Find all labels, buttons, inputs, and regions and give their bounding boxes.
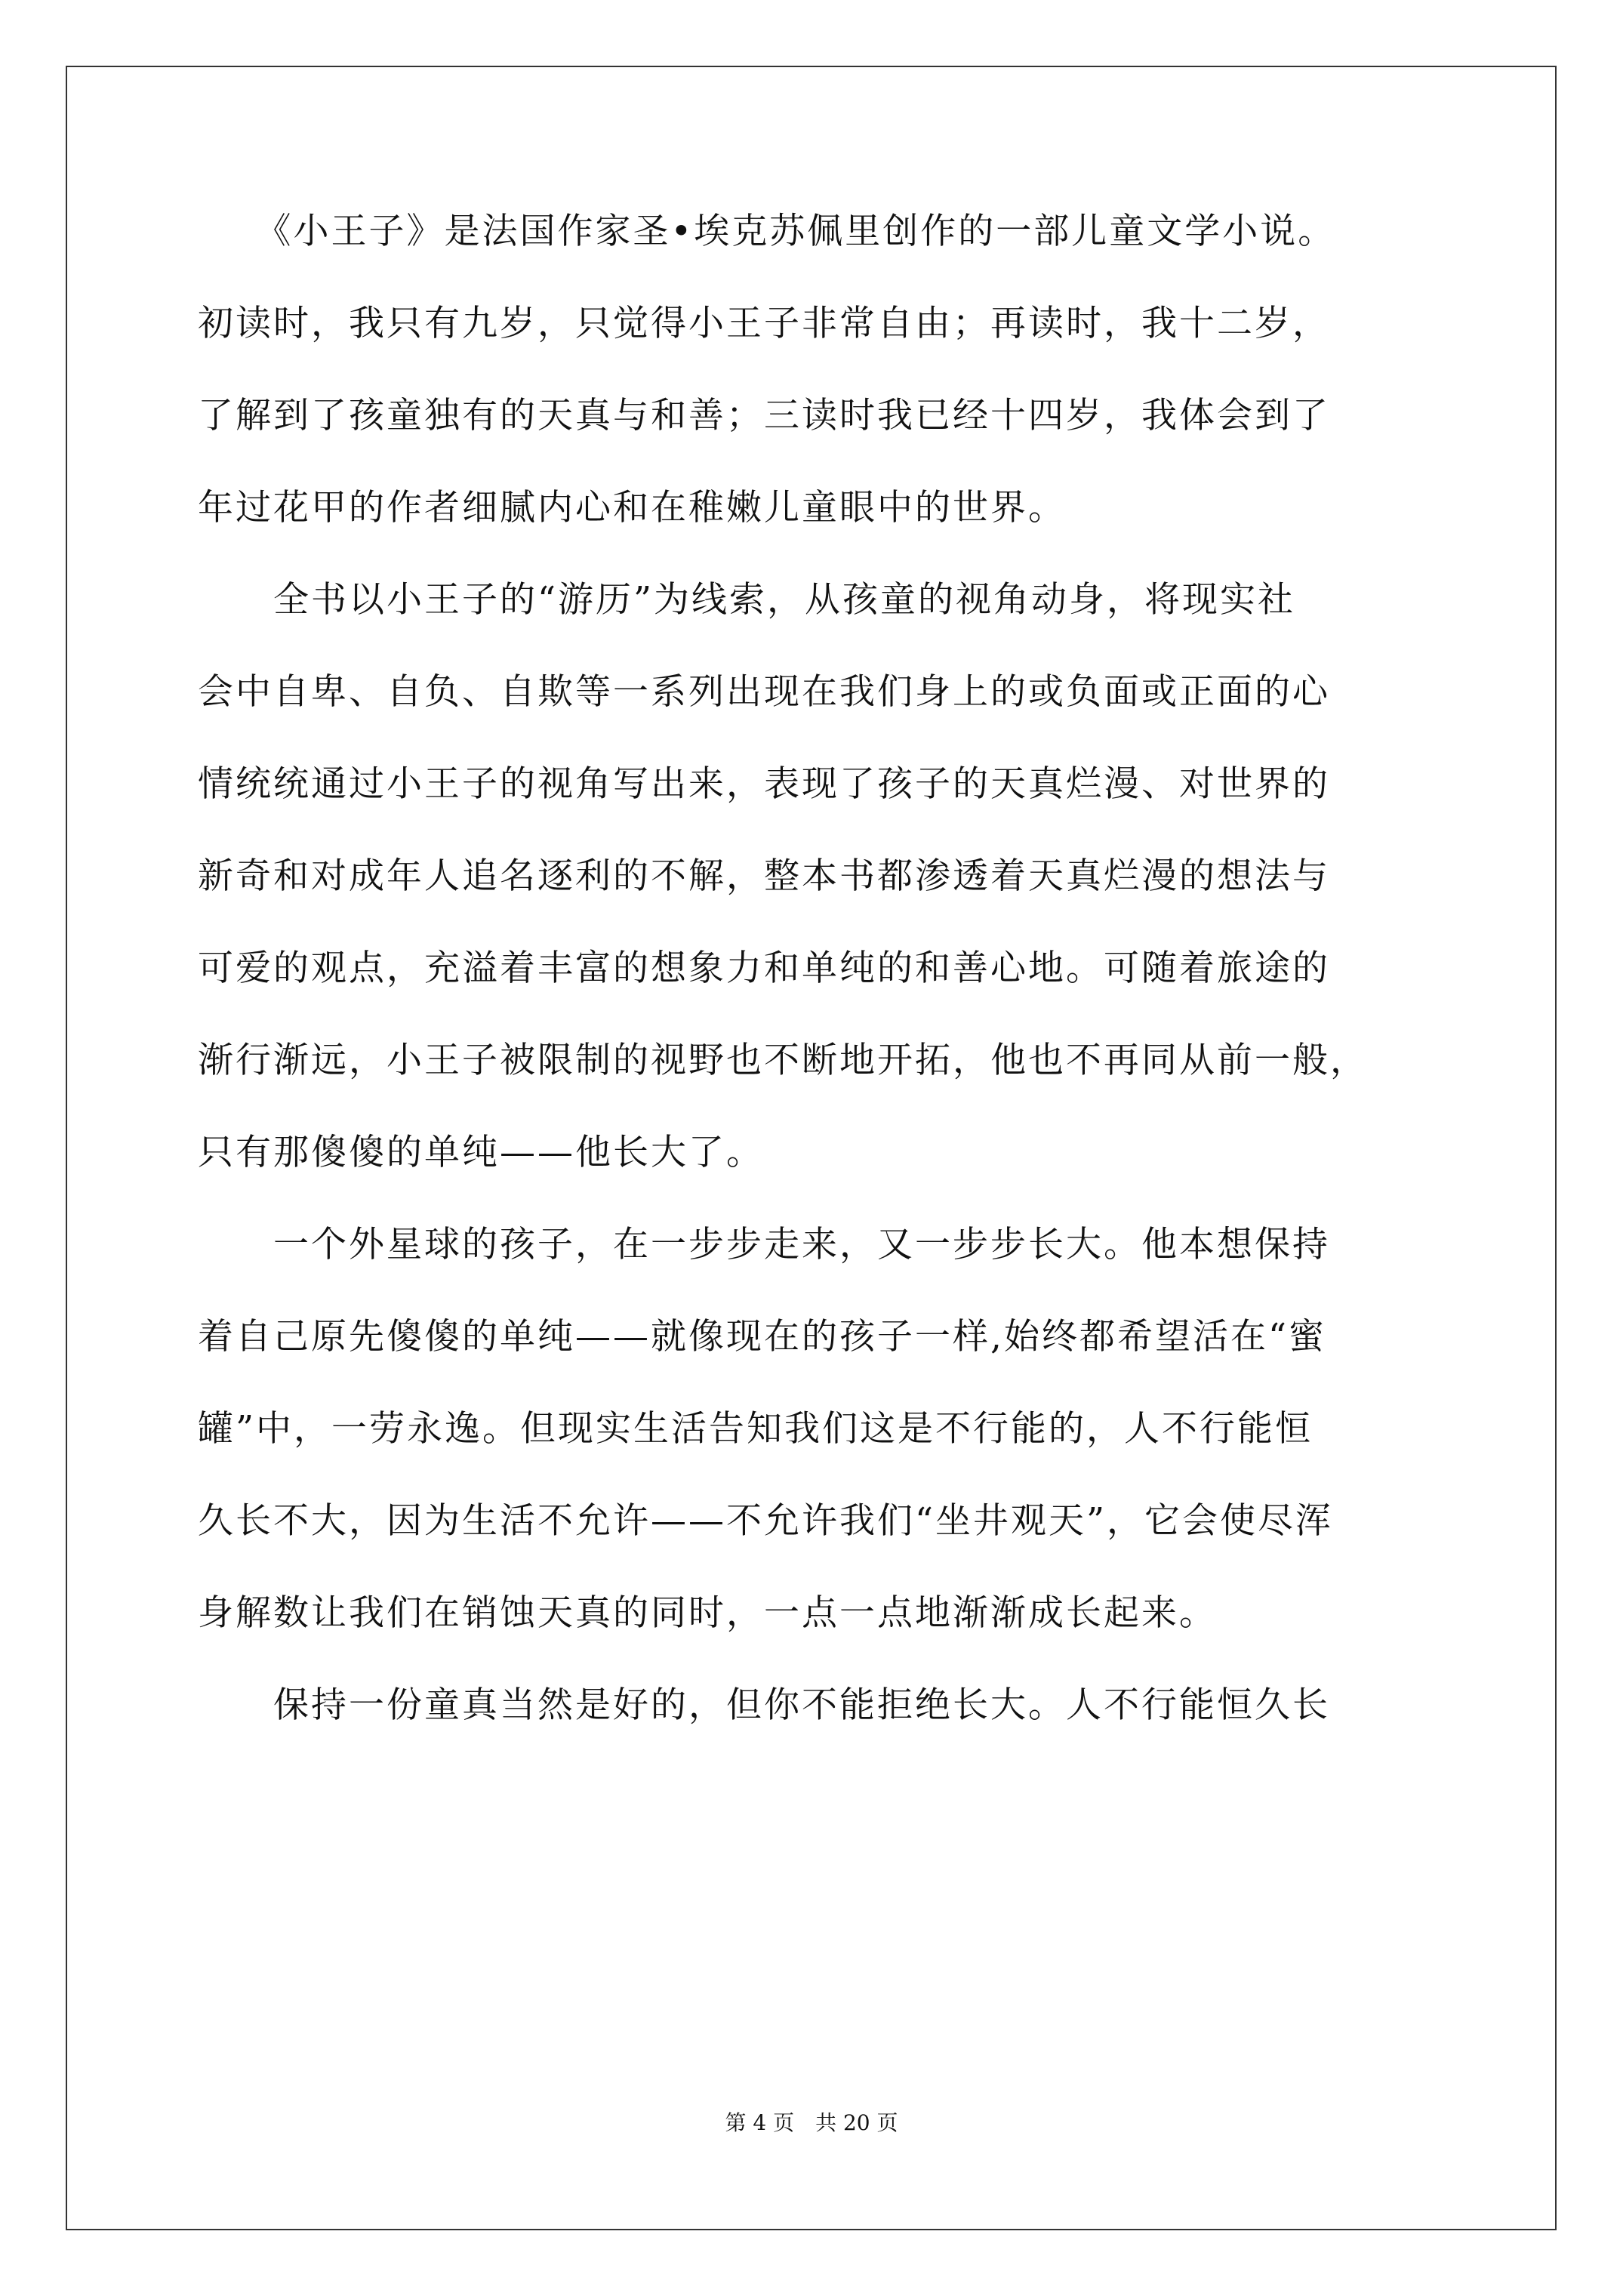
text-line: 全书以小王子的“游历”为线索，从孩童的视角动身，将现实社: [198, 579, 1296, 621]
text-line: 保持一份童真当然是好的，但你不能拒绝长大。人不行能恒久长: [198, 1684, 1330, 1726]
page-footer: 第 4 页 共 20 页: [725, 2110, 898, 2135]
text-line: 一个外星球的孩子，在一步步走来，又一步步长大。他本想保持: [198, 1224, 1330, 1265]
text-line: 罐”中，一劳永逸。但现实生活告知我们这是不行能的，人不行能恒: [198, 1408, 1313, 1450]
text-line: 会中自卑、自负、自欺等一系列出现在我们身上的或负面或正面的心: [198, 671, 1330, 713]
text-line: 《小王子》是法国作家圣•埃克苏佩里创作的一部儿童文学小说。: [198, 211, 1336, 252]
text-line: 初读时，我只有九岁，只觉得小王子非常自由；再读时，我十二岁，: [198, 303, 1330, 344]
text-line: 只有那傻傻的单纯——他长大了。: [198, 1132, 764, 1173]
text-line: 着自己原先傻傻的单纯——就像现在的孩子一样,始终都希望活在“蜜: [198, 1316, 1326, 1358]
text-line: 渐行渐远，小王子被限制的视野也不断地开拓，他也不再同从前一般，: [198, 1040, 1368, 1081]
text-line: 身解数让我们在销蚀天真的同时，一点一点地渐渐成长起来。: [198, 1592, 1217, 1634]
text-line: 久长不大，因为生活不允许——不允许我们“坐井观天”，它会使尽浑: [198, 1500, 1334, 1542]
text-line: 新奇和对成年人追名逐利的不解，整本书都渗透着天真烂漫的想法与: [198, 855, 1330, 897]
text-line: 了解到了孩童独有的天真与和善；三读时我已经十四岁，我体会到了: [198, 395, 1330, 436]
text-line: 年过花甲的作者细腻内心和在稚嫩儿童眼中的世界。: [198, 487, 1066, 529]
text-line: 可爱的观点，充溢着丰富的想象力和单纯的和善心地。可随着旅途的: [198, 948, 1330, 989]
text-line: 情统统通过小王子的视角写出来，表现了孩子的天真烂漫、对世界的: [198, 763, 1330, 805]
